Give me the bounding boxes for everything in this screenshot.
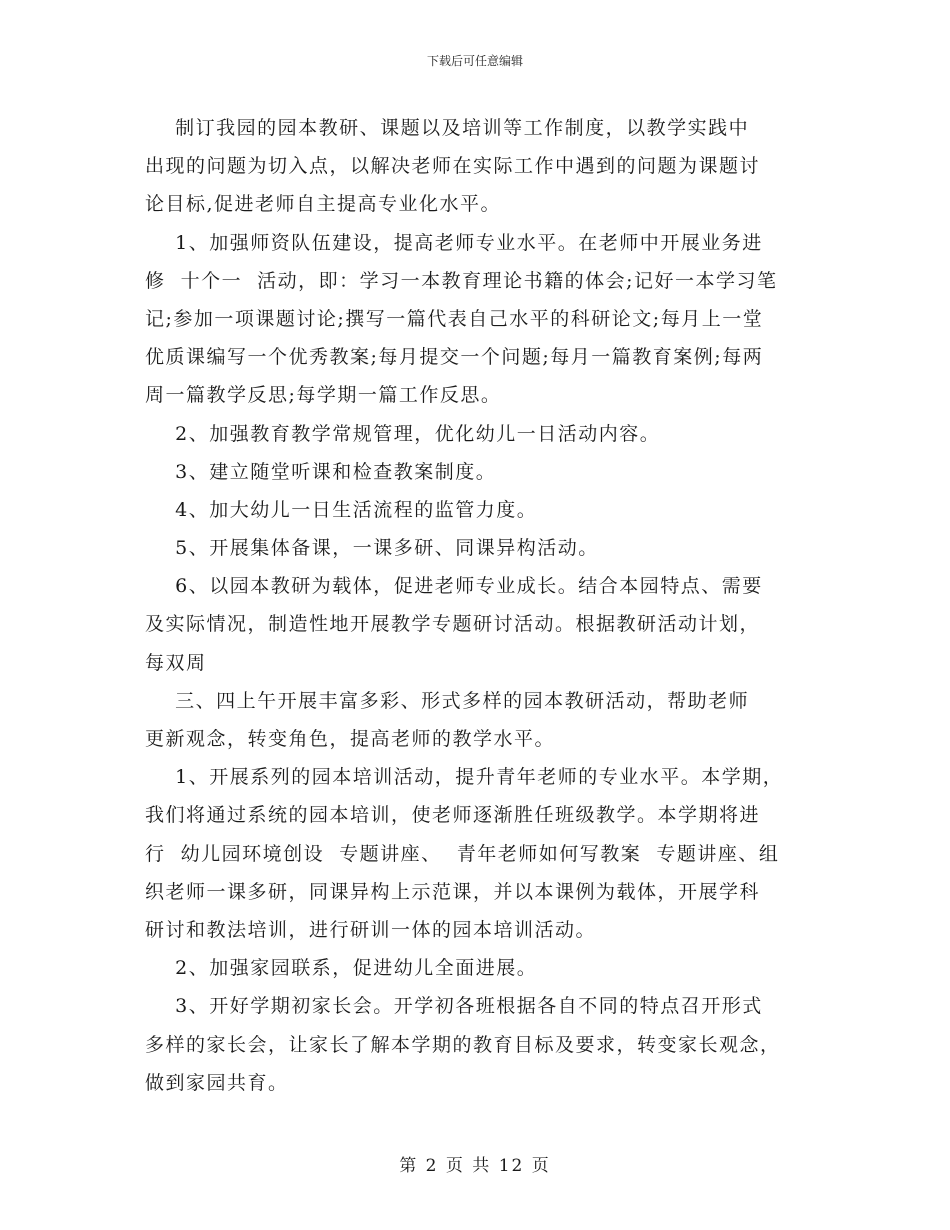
- text-line: 周一篇教学反思;每学期一篇工作反思。: [145, 384, 502, 407]
- text-line: 研讨和教法培训，进行研训一体的园本培训活动。: [145, 918, 597, 941]
- text-line: 2、加强家园联系，促进幼儿全面进展。: [145, 957, 538, 980]
- text-line: 制订我园的园本教研、课题以及培训等工作制度，以教学实践中: [145, 117, 750, 139]
- page-header-note: 下载后可任意编辑: [426, 54, 523, 68]
- text-line: 4、加大幼儿一日生活流程的监管力度。: [145, 498, 538, 521]
- text-line: 3、开好学期初家长会。开学初各班根据各自不同的特点召开形式: [145, 995, 763, 1018]
- text-line: 我们将通过系统的园本培训，使老师逐渐胜任班级教学。本学期将进: [145, 804, 761, 827]
- text-line: 织老师一课多研，同课异构上示范课，并以本课例为载体，开展学科: [145, 880, 761, 903]
- text-line: 出现的问题为切入点，以解决老师在实际工作中遇到的问题为课题讨: [145, 155, 761, 178]
- text-line: 三、四上午开展丰富多彩、形式多样的园本教研活动，帮助老师: [145, 689, 750, 712]
- text-line: 记;参加一项课题讨论;撰写一篇代表自己水平的科研论文;每月上一堂: [145, 307, 764, 330]
- text-line: 优质课编写一个优秀教案;每月提交一个问题;每月一篇教育案例;每两: [145, 346, 764, 369]
- text-line: 3、建立随堂听课和检查教案制度。: [145, 460, 497, 483]
- text-line: 多样的家长会，让家长了解本学期的教育目标及要求，转变家长观念，: [145, 1033, 781, 1056]
- text-line: 修 十个一 活动，即：学习一本教育理论书籍的体会;记好一本学习笔: [145, 269, 778, 292]
- document-body: [145, 109, 815, 1102]
- text-line: 2、加强教育教学常规管理，优化幼儿一日活动内容。: [145, 422, 661, 445]
- text-line: 1、加强师资队伍建设，提高老师专业水平。在老师中开展业务进: [145, 231, 763, 254]
- text-line: 论目标,促进老师自主提高专业化水平。: [145, 193, 502, 216]
- text-line: 更新观念，转变角色，提高老师的教学水平。: [145, 728, 556, 750]
- text-line: 6、以园本教研为载体，促进老师专业成长。结合本园特点、需要: [145, 575, 763, 598]
- text-line: 行 幼儿园环境创设 专题讲座、 青年老师如何写教案 专题讲座、组: [145, 842, 780, 865]
- text-line: 每双周: [145, 651, 207, 674]
- text-line: 做到家园共育。: [145, 1071, 289, 1094]
- text-line: 1、开展系列的园本培训活动，提升青年老师的专业水平。本学期，: [145, 766, 784, 789]
- text-line: 5、开展集体备课，一课多研、同课异构活动。: [145, 537, 599, 560]
- page-number-footer: 第 2 页 共 12 页: [399, 1156, 551, 1176]
- text-line: 及实际情况，制造性地开展教学专题研讨活动。根据教研活动计划，: [145, 613, 761, 636]
